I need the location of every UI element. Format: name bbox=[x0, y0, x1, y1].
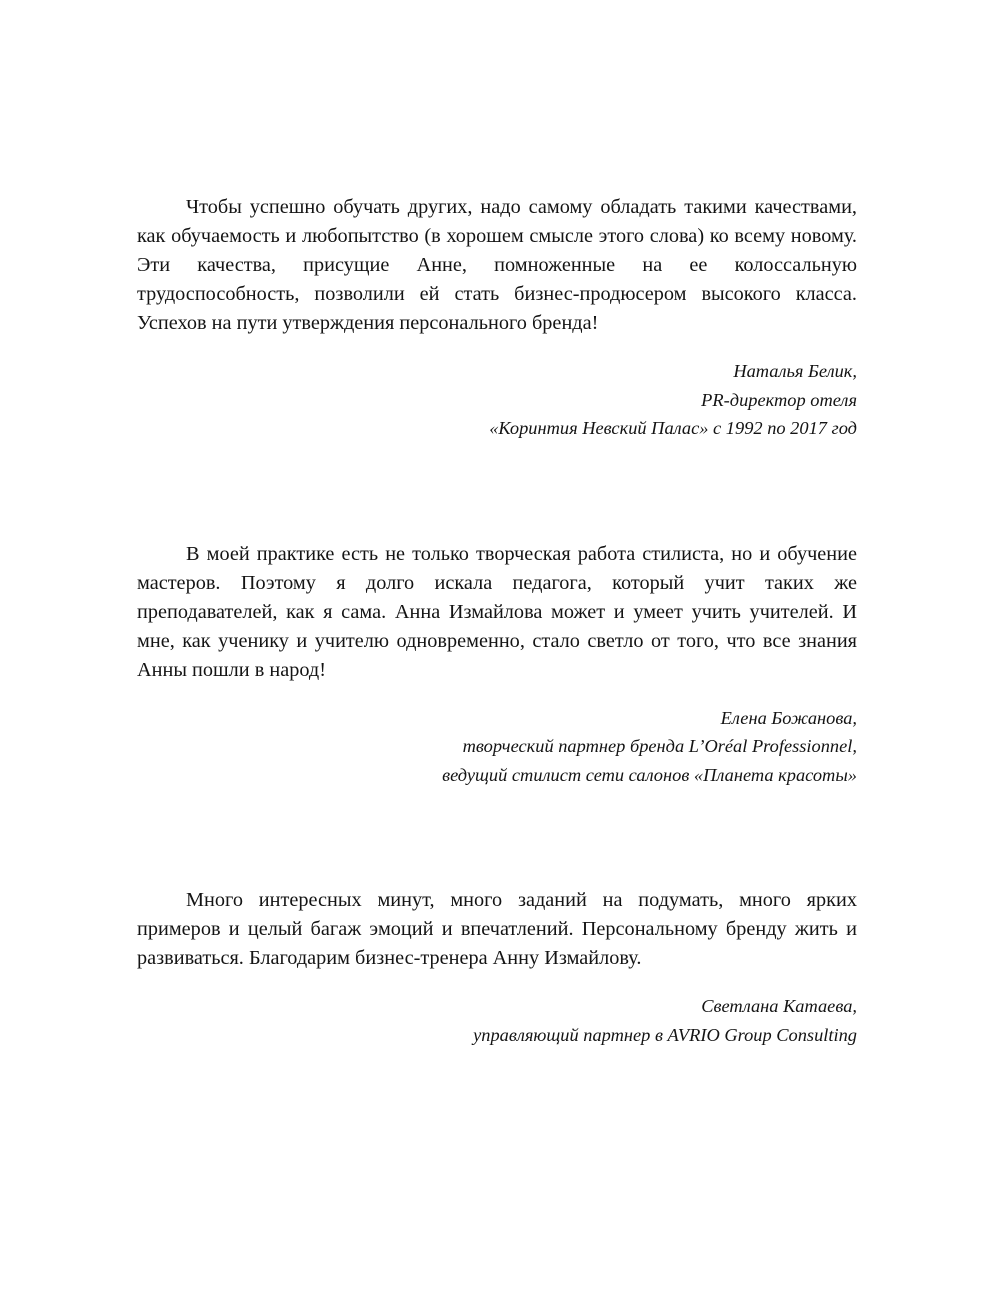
attribution-detail: «Коринтия Невский Палас» с 1992 по 2017 год bbox=[489, 418, 857, 438]
attribution-role: управляющий партнер в AVRIO Group Consulting bbox=[473, 1024, 857, 1045]
testimonial-block bbox=[137, 193, 857, 443]
testimonial-attribution bbox=[137, 704, 857, 790]
testimonial-body-text: Много интересных минут, много заданий на подумать, много ярких примеров и целый багаж эмоций и впечатлений. Персональному бренду жить и развиваться. Благодарим бизнес-тренера Анну Измайлову. bbox=[137, 889, 857, 969]
testimonials-container bbox=[137, 193, 857, 1049]
testimonial-body-text: В моей практике есть не только творческая работа стилиста, но и обучение мастеров. Поэтому я долго искала педагога, который учит таких же преподавателей, как я сама. Анна Измайлова может и умеет учить учителей. И мне, как ученику и учителю одновременно, стало светло от того, что все знания Анны пошли в народ! bbox=[137, 542, 857, 681]
testimonial-attribution bbox=[137, 992, 857, 1049]
attribution-role: творческий партнер бренда L’Oréal Professionnel, bbox=[462, 736, 857, 756]
attribution-name: Светлана Катаева, bbox=[701, 996, 857, 1016]
attribution-role: PR-директор отеля bbox=[701, 389, 857, 410]
testimonial-block bbox=[137, 886, 857, 1049]
attribution-detail: ведущий стилист сети салонов «Планета красоты» bbox=[442, 764, 857, 785]
attribution-name: Елена Божанова, bbox=[720, 707, 857, 728]
testimonial-body-text: Чтобы успешно обучать других, надо самому обладать такими качествами, как обучаемость и любопытство (в хорошем смысле этого слова) ко всему новому. Эти качества, присущие Анне, помноженные на ее колоссальную трудоспособность, позволили ей стать бизнес-продюсером высокого класса. Успехов на пути утверждения персонального бренда! bbox=[137, 196, 857, 334]
testimonial-block bbox=[137, 540, 857, 790]
attribution-name: Наталья Белик, bbox=[733, 361, 857, 381]
testimonial-attribution bbox=[137, 357, 857, 443]
